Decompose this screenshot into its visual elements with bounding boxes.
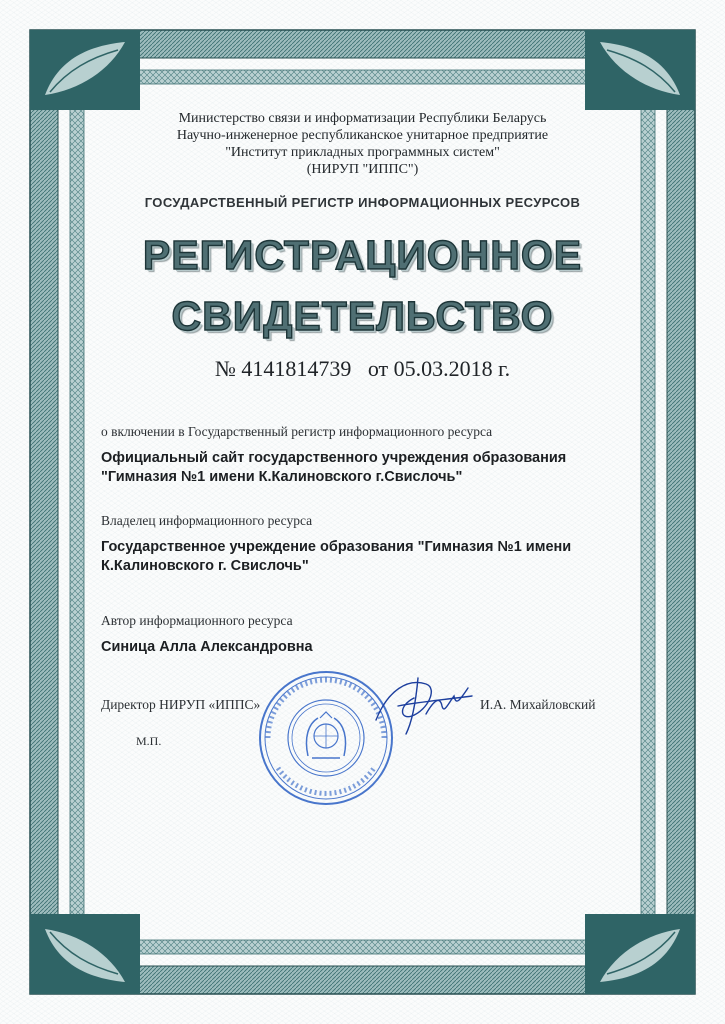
certificate-title-line1: РЕГИСТРАЦИОННОЕ [142, 232, 583, 278]
stamp-place-label: М.П. [136, 734, 162, 748]
date-prefix: от [367, 356, 389, 381]
director-label: Директор НИРУП «ИППС» [101, 697, 261, 712]
abbreviation-line: (НИРУП "ИППС") [306, 162, 419, 177]
corner-ornament-top-right [585, 30, 695, 110]
director-signature-icon [368, 670, 478, 740]
corner-ornament-bottom-right [585, 914, 695, 994]
corner-ornament-top-left [30, 30, 140, 110]
inclusion-label: о включении в Государственный регистр информационного ресурса [101, 424, 493, 439]
certificate-number-line [60, 356, 665, 382]
ministry-line: Министерство связи и информатизации Республики Беларусь [178, 111, 547, 126]
number-prefix: № [214, 356, 236, 381]
certificate-date: 05.03.2018 г. [393, 356, 511, 381]
certificate-number: 4141814739 [241, 356, 352, 381]
enterprise-line: Научно-инженерное республиканское унитарное предприятие [176, 128, 549, 143]
issuer-block [60, 110, 665, 178]
owner-label: Владелец информационного ресурса [101, 513, 313, 528]
resource-name: Официальный сайт государственного учреждения образования "Гимназия №1 имени К.Калиновского г.Свислочь" [101, 450, 567, 485]
owner-name: Государственное учреждение образования "Гимназия №1 имени К.Калиновского г. Свислочь" [101, 539, 572, 574]
author-label: Автор информационного ресурса [101, 613, 293, 628]
certificate-title-line2: СВИДЕТЕЛЬСТВО [171, 293, 554, 339]
corner-ornament-bottom-left [30, 914, 140, 994]
director-name: И.А. Михайловский [480, 697, 596, 712]
author-name: Синица Алла Александровна [101, 639, 313, 655]
institute-line: "Институт прикладных программных систем" [225, 145, 500, 160]
register-title: ГОСУДАРСТВЕННЫЙ РЕГИСТР ИНФОРМАЦИОННЫХ РЕСУРСОВ [144, 195, 581, 210]
